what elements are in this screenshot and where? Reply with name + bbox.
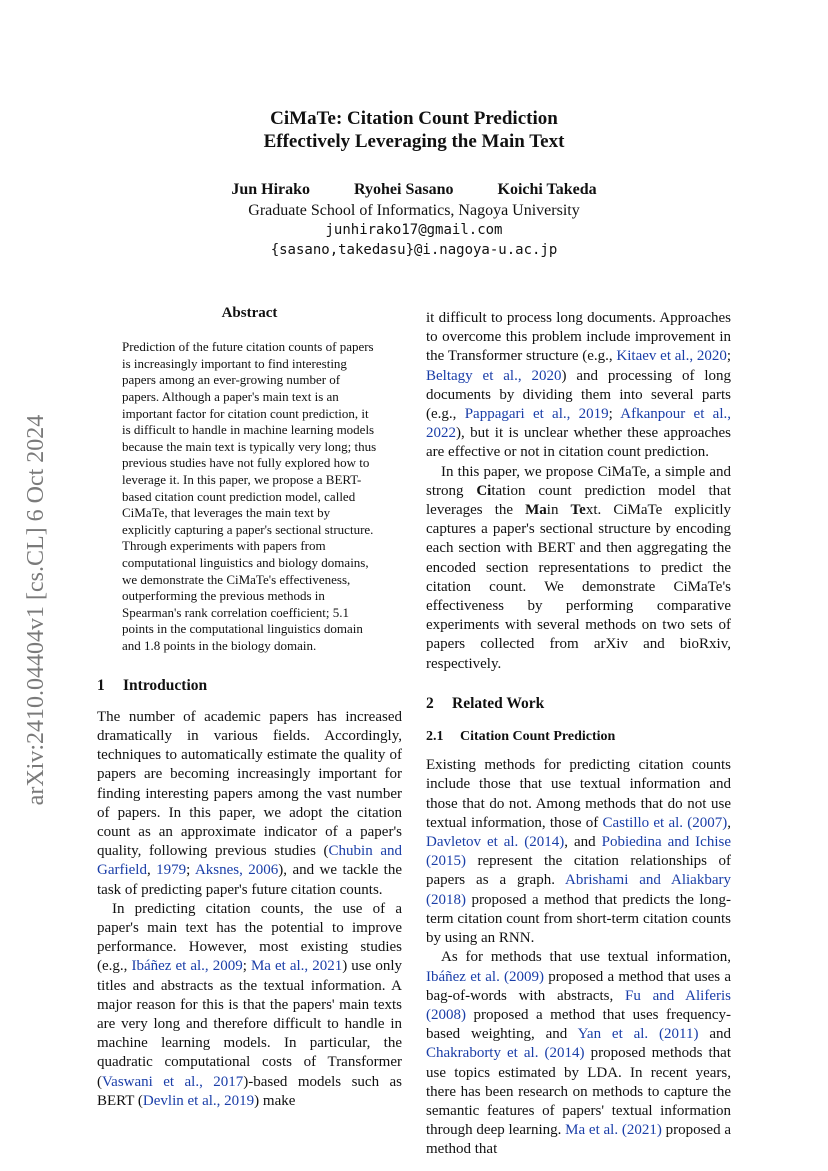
right-paragraph-3: Existing methods for predicting citation counts include those that use textual information and those that do not. Among methods that do not use textual information, those of Castillo et al. (2007), Davletov et al. (2014), and Pobiedina and Ichise (2015) represent the citation relationships of papers as a graph. Abrishami and Aliakbary (2018) proposed a method that predicts the long-term citation count from short-term citation counts by using an RNN. (426, 757, 731, 947)
title-line-2: Effectively Leveraging the Main Text (263, 131, 565, 152)
subsection-title: Citation Count Prediction (460, 729, 616, 745)
subsection-number: 2.1 (426, 729, 444, 745)
citation-link[interactable]: Devlin et al., 2019 (142, 1092, 255, 1109)
citation-link[interactable]: Ma et al., 2021 (250, 958, 343, 975)
paper-title (0, 107, 828, 153)
intro-paragraph-1: The number of academic papers has increased dramatically in various fields. Accordingly, techniques to automatically estimate the quality of papers are becoming increasingly important for finding interesting papers among the vast number of papers. In this paper, we adopt the citation count as an approximate indicator of a paper's quality, following previous studies (Chubin and Garfield, 1979; Aksnes, 2006), and we tackle the task of predicting paper's future citation counts. (97, 708, 403, 898)
section-number: 1 (97, 677, 105, 695)
section-title: Introduction (123, 677, 208, 695)
arxiv-stamp-text: arXiv:2410.04404v1 [cs.CL] 6 Oct 2024 (23, 414, 49, 806)
citation-link[interactable]: Pobiedina and Ichise (2015) (426, 834, 731, 870)
affiliation: Graduate School of Informatics, Nagoya University (248, 202, 580, 219)
author-block (0, 180, 828, 260)
section-title: Related Work (452, 694, 545, 712)
email-2: {sasano,takedasu}@i.nagoya-u.ac.jp (270, 242, 558, 258)
right-paragraph-2: In this paper, we propose CiMaTe, a simple and strong Citation count prediction model that leverages the Main Text. CiMaTe explicitly captures a paper's sectional structure by encoding each section with BERT and then aggregating the encoded section representations to predict the citation count. We demonstrate CiMaTe's effectiveness by performing comparative experiments with several methods on two sets of papers collected from arXiv and bioRxiv, respectively. (426, 463, 731, 672)
subsection-heading (426, 727, 731, 746)
citation-link[interactable]: Ibáñez et al., 2009 (131, 958, 243, 975)
citation-link[interactable]: Castillo et al. (2007) (602, 814, 728, 831)
right-paragraph-4: As for methods that use textual information, Ibáñez et al. (2009) proposed a method that uses a bag-of-words with abstracts, Fu and Aliferis (2008) proposed a method that uses frequency-based weighting, and Yan et al. (2011) and Chakraborty et al. (2014) proposed methods that use topics estimated by LDA. In recent years, there has been research on methods to capture the semantic features of papers' textual information through deep learning. Ma et al. (2021) proposed a method that (426, 949, 731, 1158)
email-1: junhirako17@gmail.com (325, 222, 503, 238)
author-names (0, 180, 828, 199)
left-column (97, 304, 402, 1111)
abstract-heading: Abstract (221, 305, 278, 321)
citation-link[interactable]: Afkanpour et al., 2022 (426, 406, 731, 442)
citation-link[interactable]: Fu and Aliferis (2008) (426, 987, 731, 1023)
citation-link[interactable]: Ma et al. (2021) (565, 1122, 662, 1139)
citation-link[interactable]: Davletov et al. (2014) (426, 834, 565, 851)
author-name: Ryohei Sasano (354, 181, 454, 198)
section-heading-introduction (97, 676, 402, 695)
abstract-text: Prediction of the future citation counts of papers is increasingly important to find interesting papers among an ever-growing number of papers. Although a paper's main text is an important factor for citation count prediction, it is difficult to handle in machine learning models because the main text is typically very long; thus previous studies have not fully explored how to leverage it. In this paper, we propose a BERT-based citation count prediction model, called CiMaTe, that leverages the main text by explicitly capturing a paper's sectional structure. Through experiments with papers from computational linguistics and biology domains, we demonstrate the CiMaTe's effectiveness, outperforming the previous methods in Spearman's rank correlation coefficient; 5.1 points in the computational linguistics domain and 1.8 points in the biology domain. (122, 339, 377, 653)
section-number: 2 (426, 694, 434, 712)
citation-link[interactable]: Yan et al. (2011) (577, 1026, 699, 1043)
arxiv-stamp (22, 375, 50, 845)
author-name: Koichi Takeda (497, 181, 597, 198)
title-line-1: CiMaTe: Citation Count Prediction (270, 108, 558, 129)
right-paragraph-1: it difficult to process long documents. Approaches to overcome this problem include improvement in the Transformer structure (e.g., Kitaev et al., 2020; Beltagy et al., 2020) and processing of long documents by dividing them into several parts (e.g., Pappagari et al., 2019; Afkanpour et al., 2022), but it is unclear whether these approaches are effective or not in citation count prediction. (426, 310, 732, 461)
citation-link[interactable]: Abrishami and Aliakbary (2018) (426, 872, 731, 908)
citation-link[interactable]: 1979 (156, 862, 187, 879)
citation-link[interactable]: Kitaev et al., 2020 (616, 348, 727, 365)
citation-link[interactable]: Pappagari et al., 2019 (464, 406, 609, 423)
citation-link[interactable]: Aksnes, 2006 (194, 862, 279, 879)
section-heading-related-work (426, 694, 731, 713)
right-column (426, 309, 731, 1160)
citation-link[interactable]: Beltagy et al., 2020 (426, 367, 562, 384)
citation-link[interactable]: Chubin and Garfield (97, 843, 402, 879)
intro-paragraph-2: In predicting citation counts, the use of a paper's main text has the potential to improve performance. However, most existing studies (e.g., Ibáñez et al., 2009; Ma et al., 2021) use only titles and abstracts as the textual information. A major reason for this is that the papers' main texts are very long and therefore difficult to handle in machine learning models. In particular, the quadratic computational costs of Transformer (Vaswani et al., 2017)-based models such as BERT (Devlin et al., 2019) make (97, 900, 402, 1109)
citation-link[interactable]: Vaswani et al., 2017 (102, 1073, 244, 1090)
citation-link[interactable]: Chakraborty et al. (2014) (426, 1045, 585, 1062)
citation-link[interactable]: Ibáñez et al. (2009) (426, 968, 545, 985)
author-name: Jun Hirako (231, 181, 311, 198)
